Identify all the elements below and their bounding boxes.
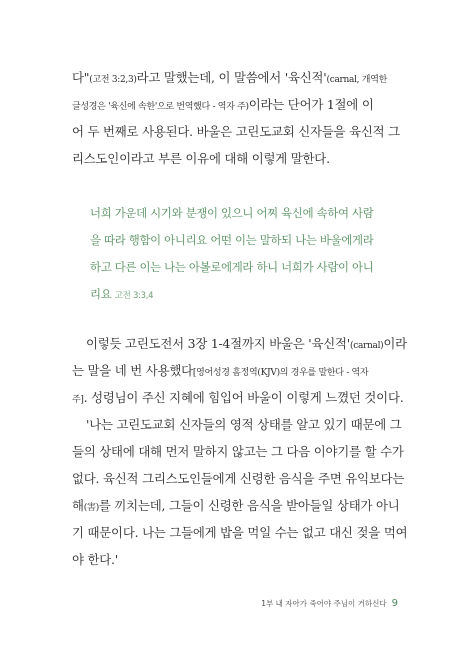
translator-note: 글성경은 '육신에 속한'으로 번역했다 - 역자 주) [72, 102, 249, 112]
scripture-quote [90, 200, 400, 308]
text-line: 들의 상태에 대해 먼저 말하지 않고는 그 다음 이야기를 할 수가 [72, 444, 404, 459]
translator-note: (carnal, 개역한 [326, 75, 387, 85]
text-line: 어 두 번째로 사용된다. 바울은 고린도교회 신자들을 육신적 그 [72, 124, 400, 139]
paragraph-2 [72, 330, 407, 411]
hanja-annotation: (害) [83, 503, 99, 513]
scripture-reference: 고전 3:3,4 [114, 291, 154, 301]
quote-line: 을 따라 행함이 아니리요 어떤 이는 말하되 나는 바울에게라 [90, 233, 374, 247]
translator-note: [영어성경 흠정역(KJV)의 경우를 말한다 - 역자 [192, 368, 369, 378]
text-line: 기 때문이다. 나는 그들에게 밥을 먹일 수는 없고 대신 젖을 먹여 [72, 525, 408, 540]
quote-line: 너희 가운데 시기와 분쟁이 있으니 어찌 육신에 속하여 사람 [90, 206, 374, 220]
page-number: 9 [391, 598, 398, 609]
quote-line: 하고 다른 이는 나는 아볼로에게라 하니 너희가 사람이 아니 [90, 260, 374, 274]
text-line: 해(害)를 끼치는데, 그들이 신령한 음식을 받아들일 상태가 아니 [72, 498, 400, 513]
text-line: 없다. 육신적 그리스도인들에게 신령한 음식을 주면 유익보다는 [72, 471, 405, 486]
text-line: 리스도인이라고 부른 이유에 대해 이렇게 말한다. [72, 151, 330, 166]
text-line: '나는 고린도교회 신자들의 영적 상태를 알고 있기 때문에 그 [86, 417, 402, 432]
text-line: 주]. 성령님이 주신 지혜에 힘입어 바울이 이렇게 느꼈던 것이다. [72, 390, 404, 405]
paragraph-1 [72, 64, 402, 172]
scripture-reference: (고전 3:2,3) [89, 75, 137, 85]
text-line: 는 말을 네 번 사용했다[영어성경 흠정역(KJV)의 경우를 말한다 - 역자 [72, 363, 369, 378]
text-line: 글성경은 '육신에 속한'으로 번역했다 - 역자 주)이라는 단어가 1절에 이 [72, 97, 374, 112]
page-footer [261, 598, 398, 609]
translator-note: (carnal) [350, 341, 384, 351]
text-line: 야 한다.' [72, 552, 118, 567]
paragraph-3 [72, 411, 408, 573]
translator-note: 주] [72, 395, 84, 405]
text-line: 다"(고전 3:2,3)라고 말했는데, 이 말씀에서 '육신적'(carnal, 개역한 [72, 70, 387, 85]
running-head: 1부 내 자아가 죽어야 주님이 거하신다 [261, 599, 387, 608]
quote-line: 리요 고전 3:3,4 [90, 287, 154, 301]
text-line: 이렇듯 고린도전서 3장 1-4절까지 바울은 '육신적'(carnal)이라 [86, 336, 407, 351]
